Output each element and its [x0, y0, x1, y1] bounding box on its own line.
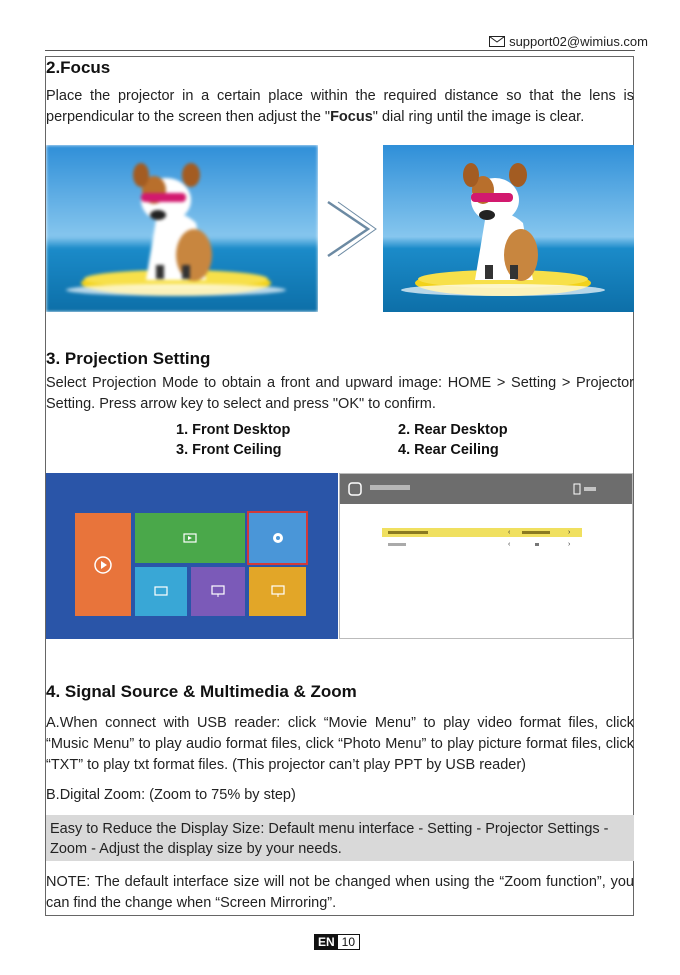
option-zoom: ‹ ›	[382, 540, 582, 549]
play-icon	[94, 556, 112, 574]
language-badge: EN	[315, 935, 338, 949]
photo-clear	[383, 145, 634, 312]
focus-paragraph	[46, 86, 634, 128]
signal-title: 4. Signal Source & Multimedia & Zoom	[46, 682, 357, 701]
tile-setting	[249, 513, 306, 563]
tile-mirroring	[135, 567, 187, 616]
signal-paragraph-a: A.When connect with USB reader: click “Movie Menu” to play video format files, click “Music Menu” to play audio format files, click “Photo Menu” to play picture format files, click “TXT” to play txt format files. (This projector can’t play PPT by USB reader)	[46, 715, 634, 773]
home-menu-screenshot	[46, 473, 338, 639]
tile-media	[135, 513, 245, 563]
mode-rear-ceiling: 4. Rear Ceiling	[398, 442, 499, 458]
status-text-placeholder	[584, 487, 596, 491]
monitor-icon	[211, 585, 225, 599]
status-icon	[572, 483, 582, 495]
tile-usb	[249, 567, 306, 616]
media-icon	[183, 533, 197, 543]
focus-text-1: Place the projector in a certain place within the required distance so that the lens is perpendicular to the screen then adjust the "	[46, 88, 634, 125]
chevron-right-icon	[322, 198, 378, 260]
photo-blurry	[46, 145, 318, 312]
focus-text-2: " dial ring until the image is clear.	[372, 109, 585, 125]
screen-icon	[154, 586, 168, 598]
usb-icon	[271, 585, 285, 599]
email-text: support02@wimius.com	[509, 34, 648, 49]
settings-header-bar	[340, 474, 632, 504]
settings-icon	[348, 482, 362, 496]
projection-title: 3. Projection Setting	[46, 349, 211, 368]
mode-front-desktop: 1. Front Desktop	[176, 422, 291, 438]
focus-title: 2.Focus	[46, 58, 111, 77]
header-email	[489, 34, 648, 49]
projector-setting-screenshot	[339, 473, 633, 639]
focus-keyword: Focus	[330, 109, 373, 125]
header-rule	[45, 50, 635, 51]
projection-modes-right	[398, 420, 508, 460]
option-projection-mode: ‹ ›	[382, 528, 582, 537]
page-number	[314, 934, 360, 950]
envelope-icon	[489, 36, 505, 47]
mode-rear-desktop: 2. Rear Desktop	[398, 422, 508, 438]
projection-paragraph: Select Projection Mode to obtain a front and upward image: HOME > Setting > Projector Setting. Press arrow key to select and press "OK" to confirm.	[46, 375, 634, 412]
gear-icon	[271, 531, 285, 545]
zoom-tip-box: Easy to Reduce the Display Size: Default menu interface - Setting - Projector Settings - Zoom - Adjust the display size by your needs.	[46, 815, 634, 861]
projection-modes-left	[176, 420, 290, 460]
tile-hdmi	[191, 567, 245, 616]
mode-front-ceiling: 3. Front Ceiling	[176, 442, 282, 458]
tile-movie	[75, 513, 131, 616]
signal-paragraph-b: B.Digital Zoom: (Zoom to 75% by step)	[46, 787, 296, 803]
note-paragraph: NOTE: The default interface size will not be changed when using the “Zoom function”, you can find the change when “Screen Mirroring”.	[46, 874, 634, 911]
settings-title-placeholder	[370, 485, 410, 490]
page-number-value: 10	[341, 935, 356, 949]
